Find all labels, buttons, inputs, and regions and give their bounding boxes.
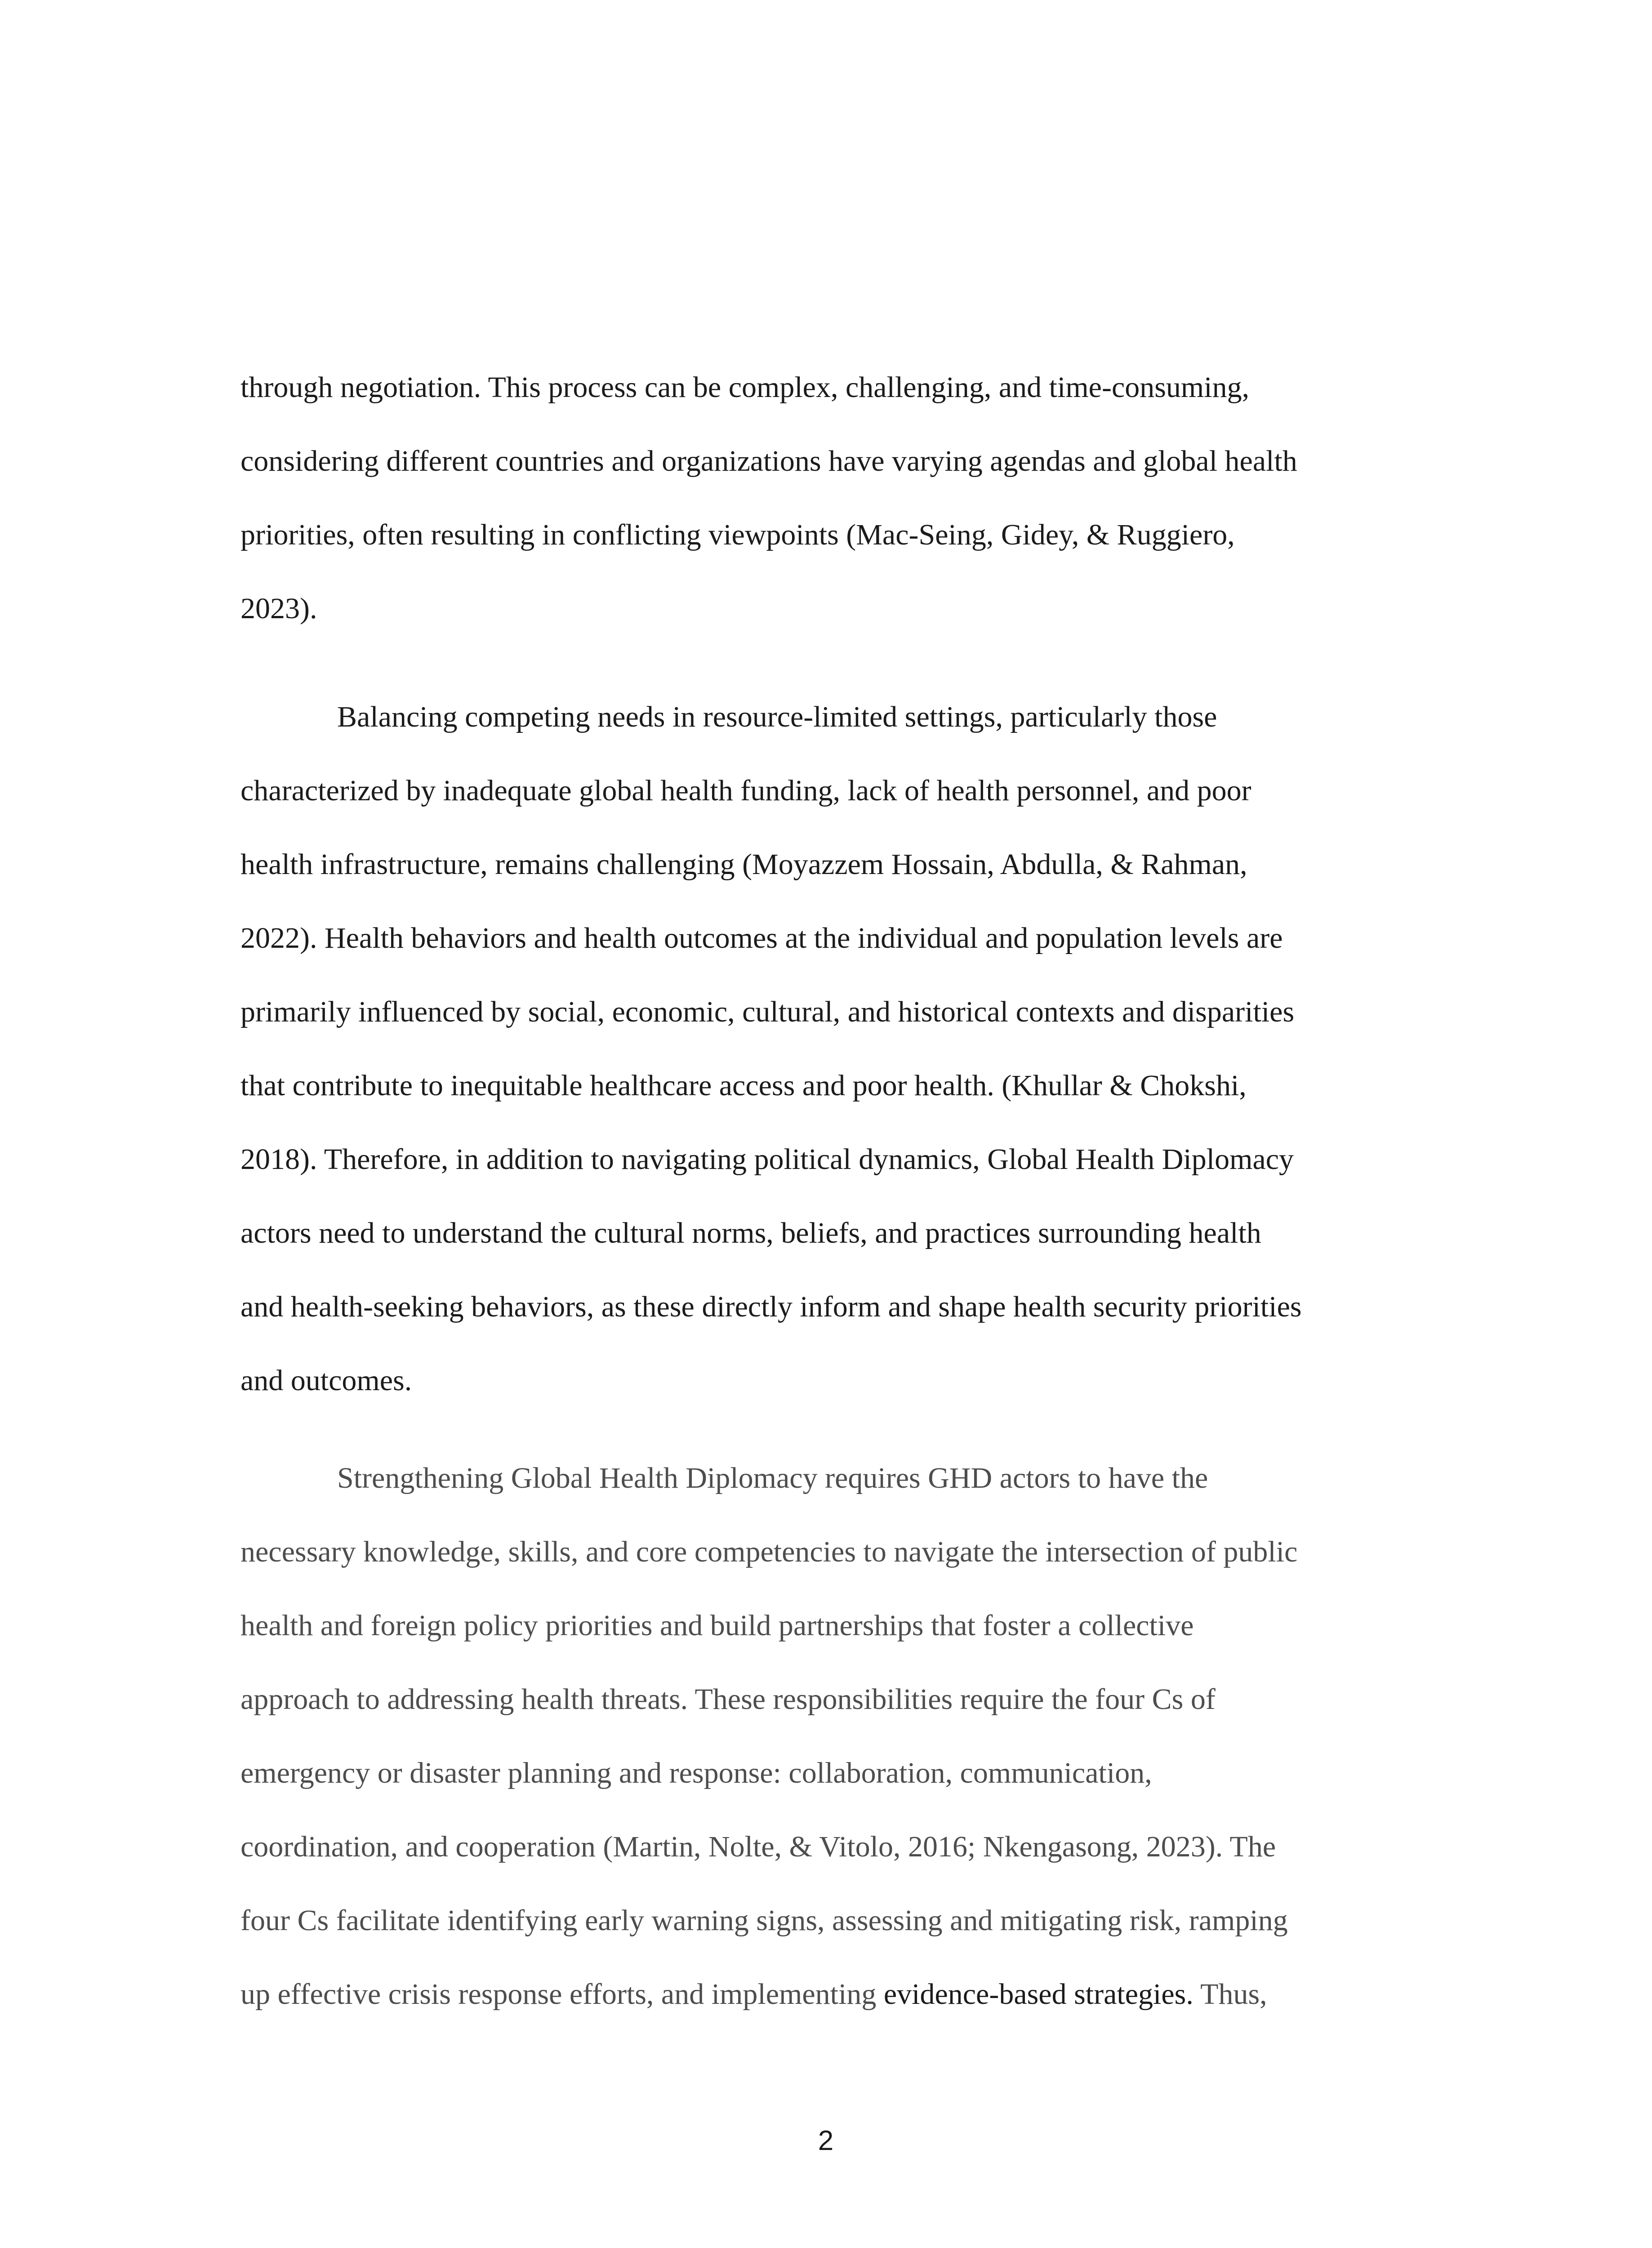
paragraph-2-line-2: characterized by inadequate global health funding, lack of health personnel, and poor bbox=[240, 774, 1251, 807]
paragraph-2-line-4: 2022). Health behaviors and health outcomes at the individual and population levels are bbox=[240, 922, 1283, 955]
paragraph-1-line-2: considering different countries and organizations have varying agendas and global health bbox=[240, 445, 1297, 477]
paragraph-3-line-6: coordination, and cooperation (Martin, Nolte, & Vitolo, 2016; Nkengasong, 2023). The bbox=[240, 1830, 1276, 1863]
paragraph-1-line-4: 2023). bbox=[240, 592, 317, 625]
paragraph-2-line-10: and outcomes. bbox=[240, 1364, 412, 1397]
paragraph-2-line-7: 2018). Therefore, in addition to navigating political dynamics, Global Health Diplomacy bbox=[240, 1143, 1294, 1176]
paragraph-3-line-7: four Cs facilitate identifying early warning signs, assessing and mitigating risk, ramping bbox=[240, 1904, 1288, 1937]
paragraph-3-line-8 bbox=[240, 1976, 1267, 2012]
page-number: 2 bbox=[818, 2125, 834, 2156]
paragraph-3-line-8-before: up effective crisis response efforts, and implementing bbox=[240, 1978, 884, 2011]
paragraph-3-line-5: emergency or disaster planning and response: collaboration, communication, bbox=[240, 1757, 1152, 1789]
paragraph-3-line-1: Strengthening Global Health Diplomacy requires GHD actors to have the bbox=[337, 1462, 1208, 1494]
paragraph-3-line-8-after: Thus, bbox=[1193, 1978, 1267, 2011]
paragraph-2-line-9: and health-seeking behaviors, as these directly inform and shape health security priorities bbox=[240, 1290, 1302, 1323]
paragraph-1-line-3: priorities, often resulting in conflicting viewpoints (Mac-Seing, Gidey, & Ruggiero, bbox=[240, 518, 1235, 551]
paragraph-2-line-6: that contribute to inequitable healthcare access and poor health. (Khullar & Chokshi, bbox=[240, 1069, 1247, 1102]
paragraph-2-line-8: actors need to understand the cultural norms, beliefs, and practices surrounding health bbox=[240, 1217, 1261, 1249]
paragraph-2-line-5: primarily influenced by social, economic, cultural, and historical contexts and disparities bbox=[240, 995, 1295, 1028]
paragraph-3-line-4: approach to addressing health threats. These responsibilities require the four Cs of bbox=[240, 1683, 1216, 1716]
paragraph-2-line-3: health infrastructure, remains challenging (Moyazzem Hossain, Abdulla, & Rahman, bbox=[240, 848, 1247, 881]
paragraph-2-line-1: Balancing competing needs in resource-limited settings, particularly those bbox=[337, 700, 1217, 733]
paragraph-3-line-8-highlight: evidence-based strategies. bbox=[883, 1978, 1193, 2011]
paragraph-3-line-2: necessary knowledge, skills, and core competencies to navigate the intersection of public bbox=[240, 1535, 1298, 1568]
paragraph-3-line-3: health and foreign policy priorities and build partnerships that foster a collective bbox=[240, 1609, 1194, 1642]
paragraph-1-line-1: through negotiation. This process can be complex, challenging, and time-consuming, bbox=[240, 371, 1250, 404]
